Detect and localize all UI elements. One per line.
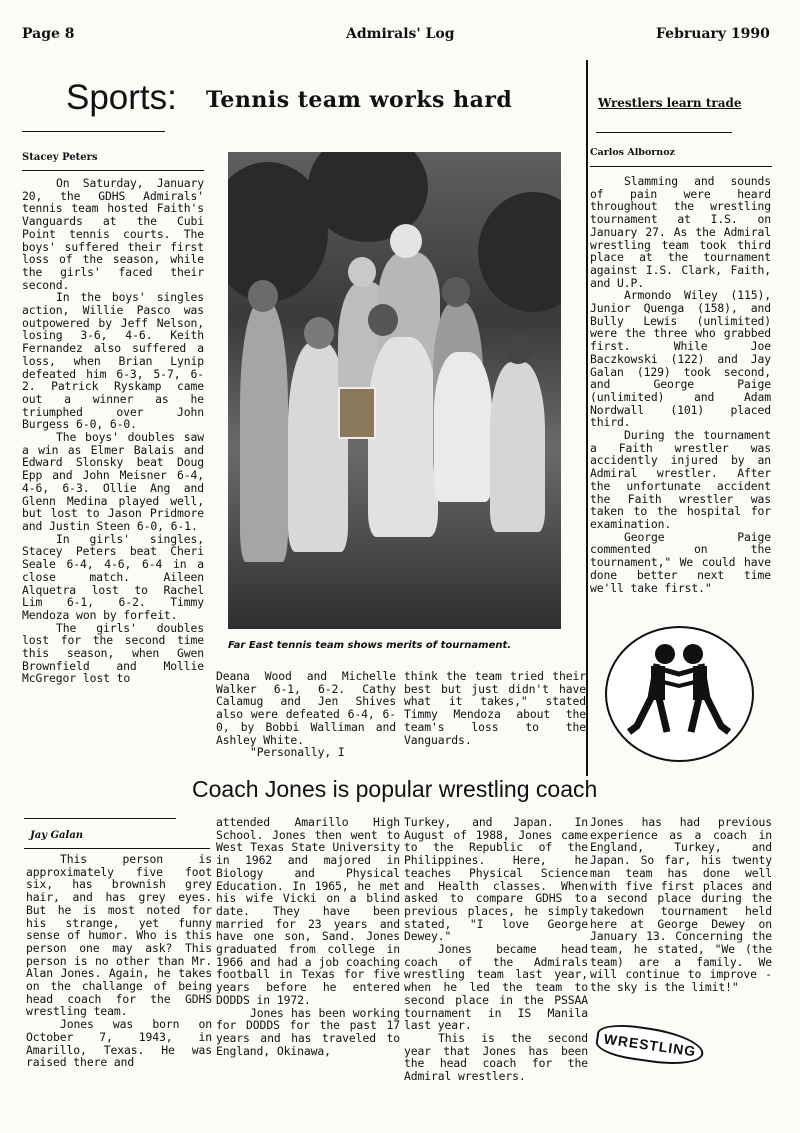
rule	[24, 818, 176, 819]
wrestling-banner	[594, 1021, 706, 1070]
coach-column-3: Turkey, and Japan. In August of 1988, Jones came to the Republic of the Philippines. Here, he teaches Physical Science and Health classes. When asked to compare GDHS to previous places, he simply stated, "I love George Dewey." Jones became head coach of the Admirals wrestling team last year, when he led the team to second place in the PSSAA tournament in IS Manila last year. This is the second year that Jones has been the head coach for the Admiral wrestlers.	[404, 815, 588, 1084]
coach-byline: Jay Galan	[30, 830, 84, 841]
rule	[596, 132, 732, 133]
wrestlers-byline: Carlos Albornoz	[590, 147, 675, 158]
coach-column-2: attended Amarillo High School. Jones then went to West Texas State University in 1962 and majored in Biology and Physical Education. In 1965, he met his wife Vicki on a blind date. They have been married for 23 years and have one son, Sand. Jones graduated from college in 1966 and had a job coaching football in Texas for five years before he entered DODDS in 1972. Jones has been working for DODDS for the past 17 years and has traveled to England, Okinawa,	[216, 815, 400, 1058]
tennis-headline: Tennis team works hard	[206, 87, 513, 113]
rule	[22, 131, 165, 132]
wrestlers-headline: Wrestlers learn trade	[598, 96, 742, 110]
coach-column-4: Jones has had previous experience as a coach in England, Turkey, and Japan. So far, his twenty man team has done well with five first places and a second place during the takedown tournament held here at George Dewey on January 13. Concerning the team, he stated, "We (the team) are a family. We will continue to improve - the sky is the limit!"	[590, 815, 772, 995]
coach-headline: Coach Jones is popular wrestling coach	[192, 776, 598, 802]
issue-date: February 1990	[656, 26, 770, 42]
tennis-column-3: think the team tried their best but just didn't have what it takes," stated Timmy Mendoza about the team's loss to the Vanguards.	[404, 669, 586, 747]
rule	[24, 848, 210, 849]
wrestling-banner-text: WRESTLING	[602, 1030, 698, 1060]
tennis-byline: Stacey Peters	[22, 152, 98, 163]
trophy-plaque	[338, 387, 376, 439]
photo-caption: Far East tennis team shows merits of tournament.	[228, 640, 512, 651]
tennis-team-photo	[228, 152, 561, 629]
sports-section-title: Sports:	[66, 78, 177, 117]
wrestlers-icon	[607, 628, 752, 760]
rule	[590, 166, 772, 167]
paper-name: Admirals' Log	[346, 26, 455, 42]
tennis-column-1: On Saturday, January 20, the GDHS Admirals' tennis team hosted Faith's Vanguards at the Cubi Point tennis courts. The boys' suffered their first loss of the season, while the girls' faced their second. In the boys' singles action, Willie Pasco was outpowered by Jeff Nelson, losing 3-6, 4-6. Keith Fernandez also suffered a loss, when Brian Lynip defeated him 6-3, 5-7, 6-2. Patrick Ryskamp came out a winner as he triumphed over John Burgess 6-0, 6-0. The boys' doubles saw a win as Elmer Balais and Edward Slonsky beat Doug Epp and John Meisner 6-4, 4-6, 6-3. Ollie Ang and Glenn Medina played well, but lost to Jason Pridmore and Justin Steen 6-0, 6-1. In girls' singles, Stacey Peters beat Cheri Seale 6-4, 4-6, 6-4 in a close match. Aileen Alquetra lost to Rachel Lim 6-1, 6-2. Timmy Mendoza won by forfeit. The girls' doubles lost for the second time this season, when Gwen Brownfield and Mollie McGregor lost to	[22, 176, 204, 686]
coach-column-1: This person is approximately five foot six, has brownish grey hair, and has grey eyes. But he is most noted for his strange, yet funny sense of humor. Who is this person one may ask? This person is no other than Mr. Alan Jones. Again, he takes on the challange of being head coach for the GDHS wrestling team. Jones was born on October 7, 1943, in Amarillo, Texas. He was raised there and	[26, 852, 212, 1070]
wrestlers-illustration	[605, 626, 754, 762]
rule	[22, 170, 204, 171]
wrestlers-body: Slamming and sounds of pain were heard throughout the wrestling tournament at I.S. on January 27. As the Admiral wrestling team took third place at the tournament against I.S. Clark, Faith, and U.P. Armondo Wiley (115), Junior Quenga (158), and Bully Lewis (unlimited) were the three who grabbed first. While Joe Baczkowski (122) and Jay Galan (129) took second, and George Paige (unlimited) and Adam Nordwall (101) placed third. During the tournament a Faith wrestler was accidently injured by an Admiral wrestler. After the unfortunate accident the Faith wrestler was taken to the hospital for examination. George Paige commented on the tournament," We could have done better next time we'll take first."	[590, 174, 771, 595]
tennis-column-2: Deana Wood and Michelle Walker 6-1, 6-2. Cathy Calamug and Jen Shives also were defeated 6-4, 6-0, by Bobbi Walliman and Ashley White. "Personally, I	[216, 669, 396, 760]
page-number: Page 8	[22, 26, 75, 42]
column-divider	[586, 60, 588, 776]
